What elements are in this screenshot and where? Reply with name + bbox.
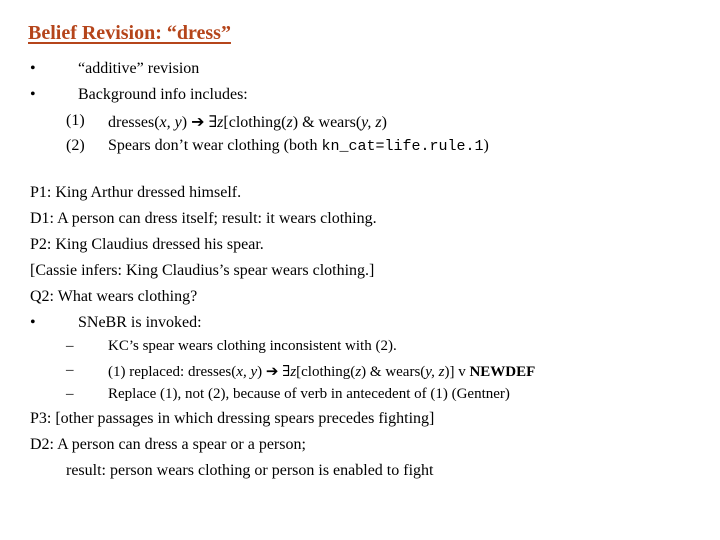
numbered-label-1: (1) [66, 112, 85, 129]
subitem-replaced-rule: (1) replaced: dresses(x, y) ➔ ∃z[clothing(z) & wears(y, z)] v NEWDEF [108, 364, 536, 380]
dash-marker: – [66, 386, 74, 402]
bullet-additive-revision: “additive” revision [78, 60, 200, 77]
question-q2: Q2: What wears clothing? [30, 288, 198, 305]
definition-d2-result: result: person wears clothing or person is enabled to fight [66, 462, 434, 479]
subitem-inconsistency: KC’s spear wears clothing inconsistent with (2). [108, 338, 397, 354]
rule-dresses-implies-wears: dresses(x, y) ➔ ∃z[clothing(z) & wears(y, z) [108, 114, 387, 131]
subitem-replace-reason: Replace (1), not (2), because of verb in antecedent of (1) (Gentner) [108, 386, 510, 402]
bullet-marker: • [30, 86, 36, 103]
passage-p2: P2: King Claudius dressed his spear. [30, 236, 264, 253]
bullet-marker: • [30, 60, 36, 77]
passage-p1: P1: King Arthur dressed himself. [30, 184, 242, 201]
bullet-background-info: Background info includes: [78, 86, 248, 103]
dash-marker: – [66, 362, 74, 378]
rule-spears-no-clothing: Spears don’t wear clothing (both kn_cat=life.rule.1) [108, 137, 489, 155]
bullet-marker: • [30, 314, 36, 331]
numbered-label-2: (2) [66, 137, 85, 154]
definition-d2: D2: A person can dress a spear or a person; [30, 436, 306, 453]
definition-d1: D1: A person can dress itself; result: it wears clothing. [30, 210, 377, 227]
cassie-inference: [Cassie infers: King Claudius’s spear wears clothing.] [30, 262, 375, 279]
passage-p3: P3: [other passages in which dressing spears precedes fighting] [30, 410, 435, 427]
snebr-invoked: SNeBR is invoked: [78, 314, 202, 331]
slide-title: Belief Revision: “dress” [28, 22, 231, 44]
dash-marker: – [66, 338, 74, 354]
